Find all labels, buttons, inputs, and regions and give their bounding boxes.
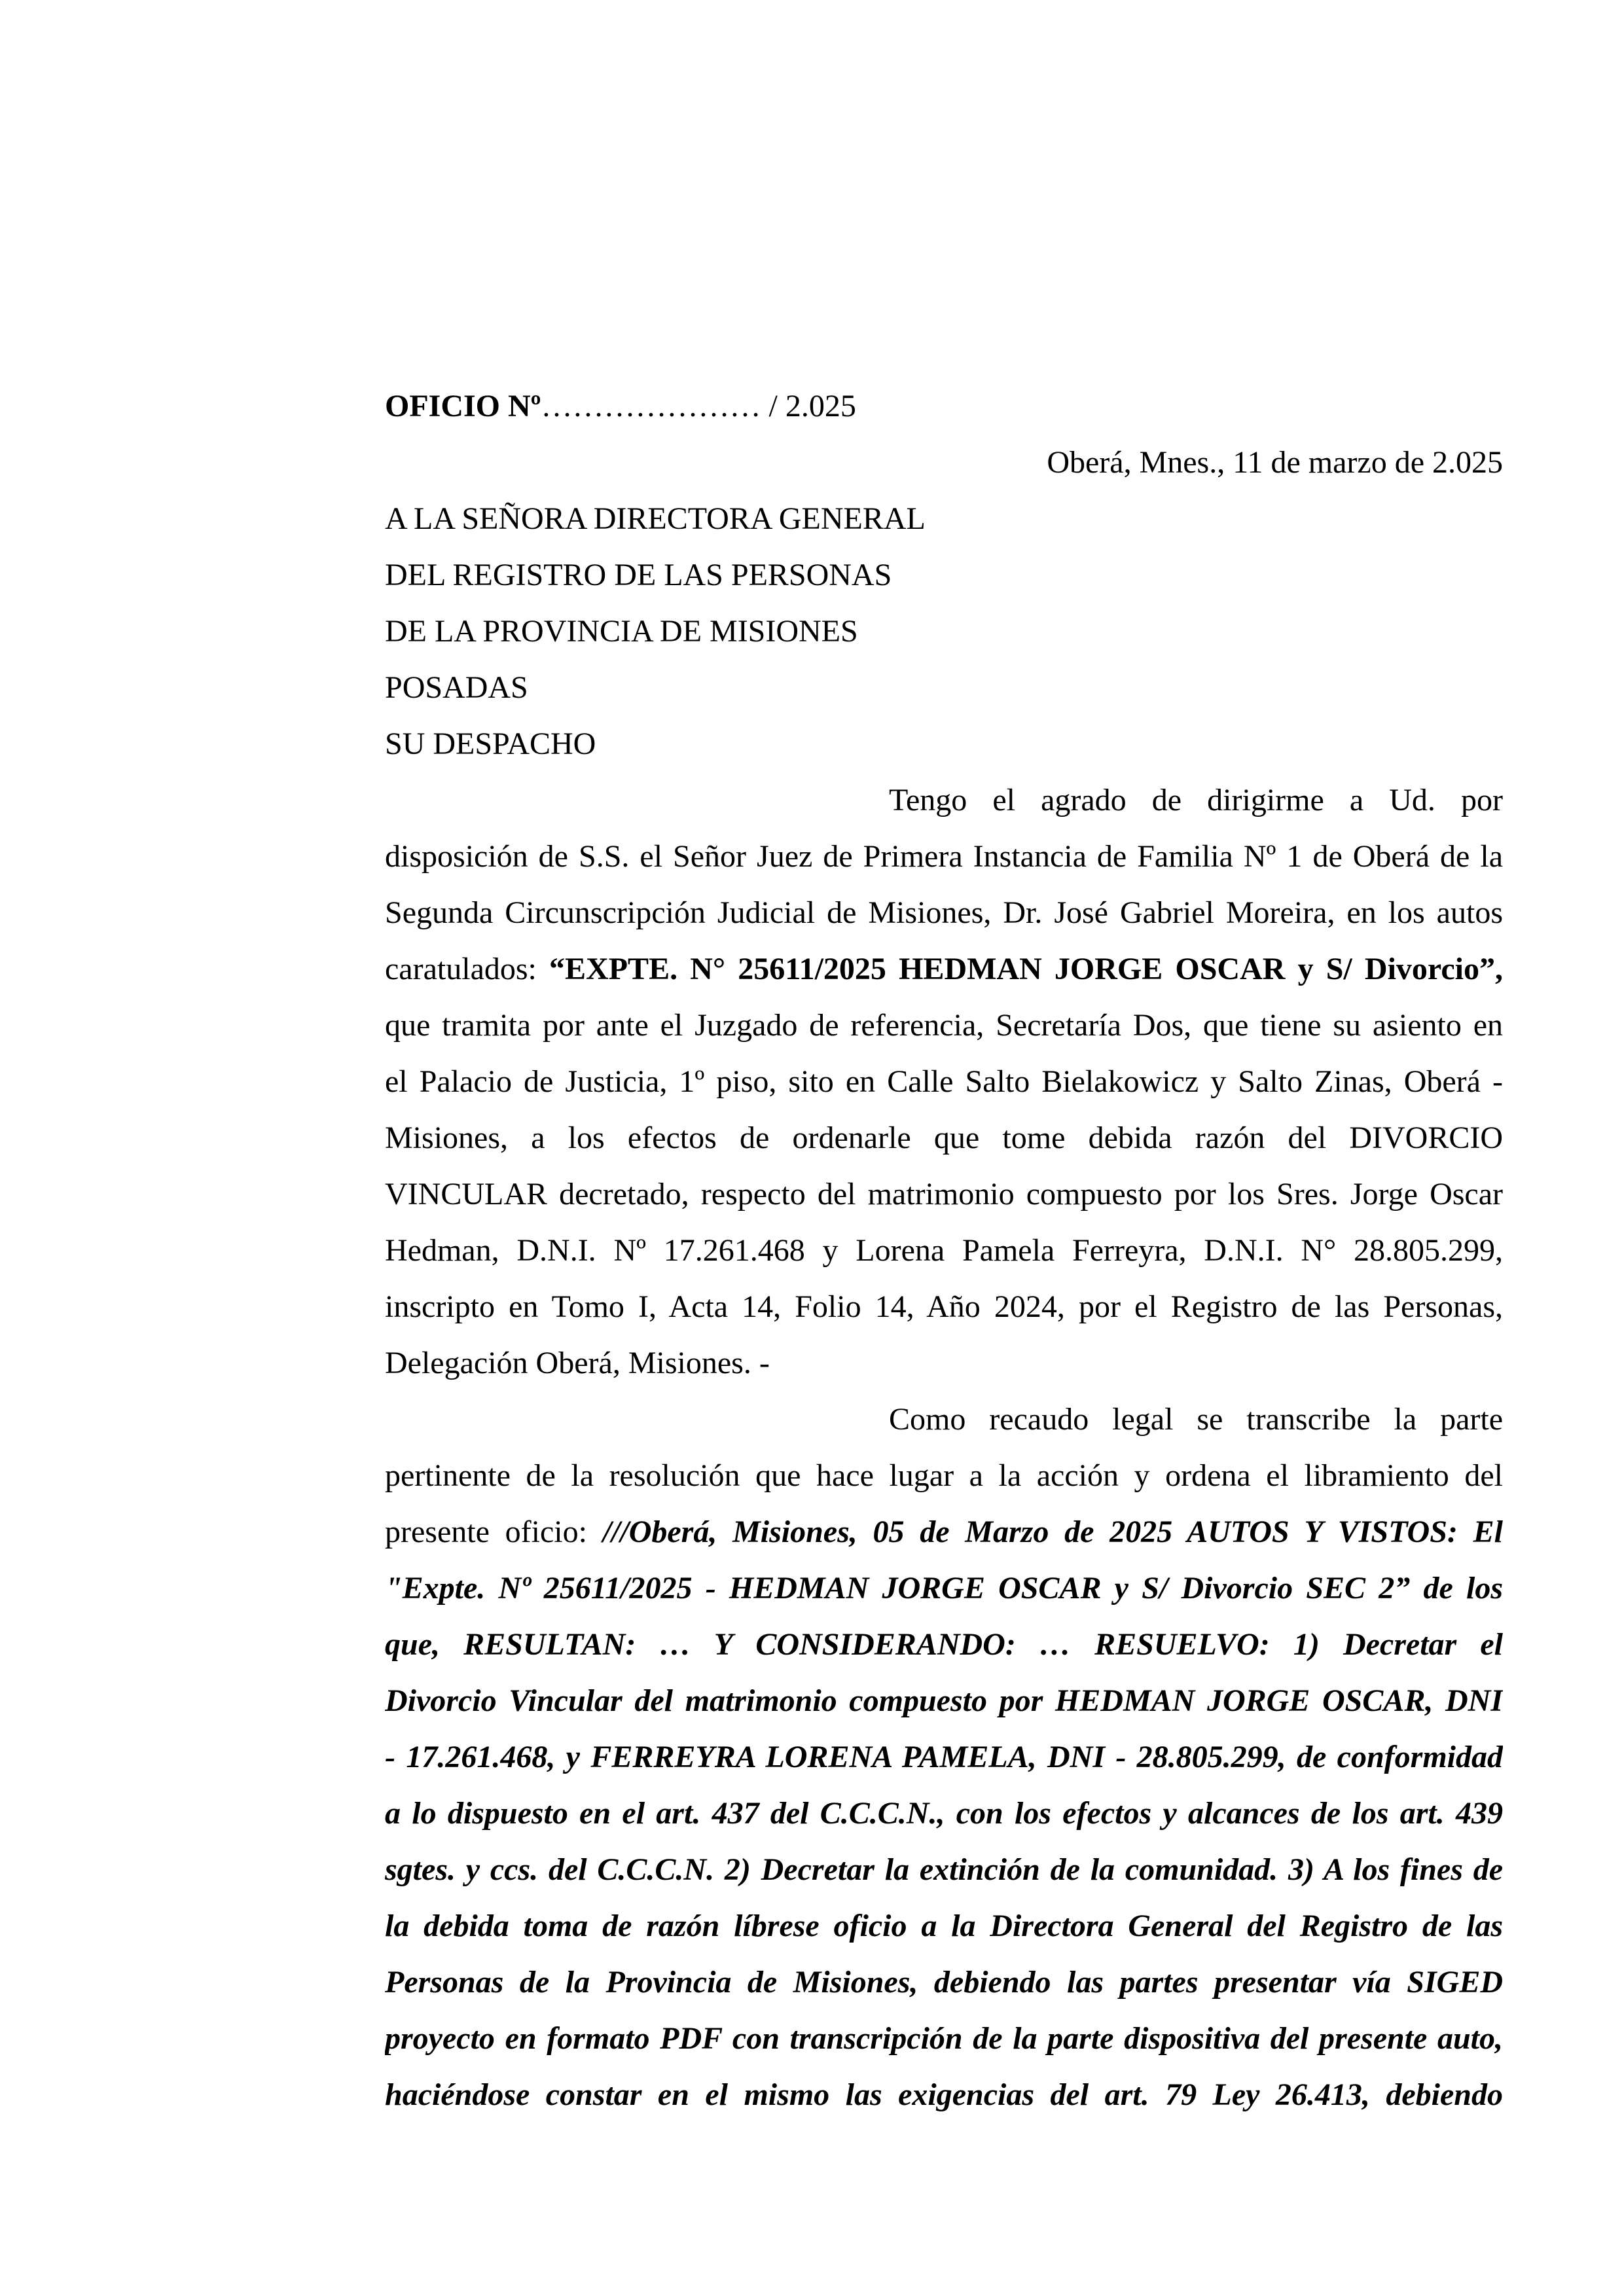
para2-line-2: pertinente de la resolución que hace lugar a la acción y ordena el libramiento del	[385, 1458, 1503, 1493]
oficio-number-line	[385, 378, 1503, 435]
para2-line-9: sgtes. y ccs. del C.C.C.N. 2) Decretar la extinción de la comunidad. 3) A los fines de	[385, 1852, 1503, 1887]
addressee-line-1: A LA SEÑORA DIRECTORA GENERAL	[385, 501, 926, 536]
para2-line-11: Personas de la Provincia de Misiones, debiendo las partes presentar vía SIGED	[385, 1965, 1503, 2000]
para1-line-3: Segunda Circunscripción Judicial de Misiones, Dr. José Gabriel Moreira, en los autos	[385, 895, 1503, 930]
para1-line-6: el Palacio de Justicia, 1º piso, sito en Calle Salto Bielakowicz y Salto Zinas, Oberá -	[385, 1064, 1503, 1099]
para1-line-2: disposición de S.S. el Señor Juez de Primera Instancia de Familia Nº 1 de Oberá de la	[385, 839, 1503, 874]
para1-line-11: Delegación Oberá, Misiones. -	[385, 1346, 770, 1380]
para1-line-4	[385, 941, 1503, 997]
para2-line-8: a lo dispuesto en el art. 437 del C.C.C.N., con los efectos y alcances de los art. 439	[385, 1796, 1503, 1831]
para1-line-9: Hedman, D.N.I. Nº 17.261.468 y Lorena Pamela Ferreyra, D.N.I. N° 28.805.299,	[385, 1233, 1503, 1268]
para2-line-12: proyecto en formato PDF con transcripción de la parte dispositiva del presente auto,	[385, 2021, 1503, 2056]
para1-line-1: Tengo el agrado de dirigirme a Ud. por	[889, 783, 1503, 817]
place-date: Oberá, Mnes., 11 de marzo de 2.025	[1047, 445, 1503, 480]
oficio-prefix: presente oficio:	[385, 1515, 603, 1549]
oficio-label: OFICIO Nº	[385, 389, 541, 423]
oficio-suffix: ………………… / 2.025	[541, 389, 856, 423]
addressee-line-2: DEL REGISTRO DE LAS PERSONAS	[385, 558, 892, 592]
para2-line-13: haciéndose constar en el mismo las exigencias del art. 79 Ley 26.413, debiendo	[385, 2077, 1503, 2112]
para2-line-10: la debida toma de razón líbrese oficio a la Directora General del Registro de las	[385, 1909, 1503, 1943]
para2-line-4: "Expte. Nº 25611/2025 - HEDMAN JORGE OSCAR y S/ Divorcio SEC 2” de los	[385, 1571, 1503, 1605]
addressee-line-4: POSADAS	[385, 670, 528, 705]
para2-line-7: - 17.261.468, y FERREYRA LORENA PAMELA, DNI - 28.805.299, de conformidad	[385, 1740, 1503, 1774]
case-title: “EXPTE. N° 25611/2025 HEDMAN JORGE OSCAR y S/ Divorcio”,	[549, 952, 1503, 986]
para1-line-8: VINCULAR decretado, respecto del matrimonio compuesto por los Sres. Jorge Oscar	[385, 1177, 1503, 1211]
resolution-start: ///Oberá, Misiones, 05 de Marzo de 2025 AUTOS Y VISTOS: El	[602, 1515, 1503, 1549]
para1-line-10: inscripto en Tomo I, Acta 14, Folio 14, Año 2024, por el Registro de las Personas,	[385, 1289, 1503, 1324]
para2-line-3	[385, 1504, 1503, 1560]
para2-line-5: que, RESULTAN: … Y CONSIDERANDO: … RESUELVO: 1) Decretar el	[385, 1627, 1503, 1662]
document-body	[385, 378, 1503, 2123]
para2-line-6: Divorcio Vincular del matrimonio compuesto por HEDMAN JORGE OSCAR, DNI	[385, 1683, 1503, 1718]
para2-line-1: Como recaudo legal se transcribe la parte	[889, 1402, 1503, 1437]
caratula-prefix: caratulados:	[385, 952, 550, 986]
addressee-line-5: SU DESPACHO	[385, 726, 596, 761]
para1-line-7: Misiones, a los efectos de ordenarle que tome debida razón del DIVORCIO	[385, 1121, 1503, 1155]
addressee-line-3: DE LA PROVINCIA DE MISIONES	[385, 614, 858, 649]
para1-line-5: que tramita por ante el Juzgado de referencia, Secretaría Dos, que tiene su asiento en	[385, 1008, 1503, 1043]
